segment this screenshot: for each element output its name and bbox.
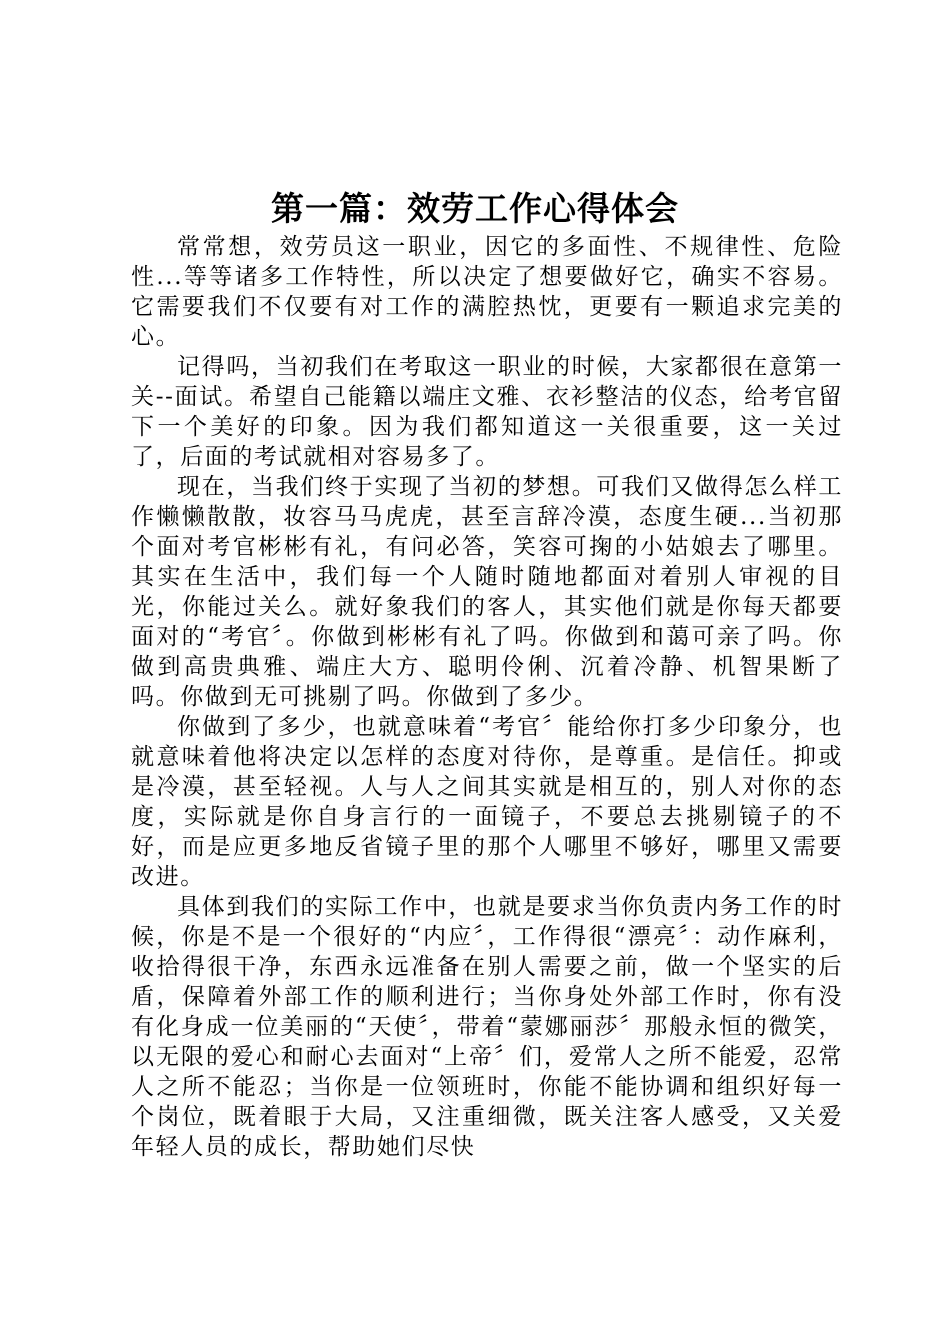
paragraph-1: 常常想，效劳员这一职业，因它的多面性、不规律性、危险性...等等诸多工作特性，所以决定了想要做好它，确实不容易。它需要我们不仅要有对工作的满腔热忱，更要有一颗追求完美的心。: [131, 234, 843, 350]
paragraph-2: 记得吗，当初我们在考取这一职业的时候，大家都很在意第一关--面试。希望自己能籍以端庄文雅、衣衫整洁的仪态，给考官留下一个美好的印象。因为我们都知道这一关很重要，这一关过了，后面的考试就相对容易多了。: [131, 354, 843, 470]
paragraph-5: 具体到我们的实际工作中，也就是要求当你负责内务工作的时候，你是不是一个很好的“内应〞，工作得很“漂亮〞：动作麻利，收拾得很干净，东西永远准备在别人需要之前，做一个坚实的后盾，保障着外部工作的顺利进行；当你身处外部工作时，你有没有化身成一位美丽的“天使〞，带着“蒙娜丽莎〞那般永恒的微笑，以无限的爱心和耐心去面对“上帝〞们，爱常人之所不能爱，忍常人之所不能忍；当你是一位领班时，你能不能协调和组织好每一个岗位，既着眼于大局，又注重细微，既关注客人感受，又关爱年轻人员的成长，帮助她们尽快: [131, 894, 843, 1160]
paragraph-3: 现在，当我们终于实现了当初的梦想。可我们又做得怎么样工作懒懒散散，妆容马马虎虎，甚至言辞冷漠，态度生硬...当初那个面对考官彬彬有礼，有问必答，笑容可掬的小姑娘去了哪里。其实在生活中，我们每一个人随时随地都面对着别人审视的目光，你能过关么。就好象我们的客人，其实他们就是你每天都要面对的“考官〞。你做到彬彬有礼了吗。你做到和蔼可亲了吗。你做到高贵典雅、端庄大方、聪明伶俐、沉着冷静、机智果断了吗。你做到无可挑剔了吗。你做到了多少。: [131, 474, 843, 710]
document-title: 第一篇：效劳工作心得体会: [271, 189, 679, 228]
paragraph-4: 你做到了多少，也就意味着“考官〞能给你打多少印象分，也就意味着他将决定以怎样的态度对待你，是尊重。是信任。抑或是冷漠，甚至轻视。人与人之间其实就是相互的，别人对你的态度，实际就是你自身言行的一面镜子，不要总去挑剔镜子的不好，而是应更多地反省镜子里的那个人哪里不够好，哪里又需要改进。: [131, 714, 843, 890]
document-body: [131, 232, 843, 1162]
